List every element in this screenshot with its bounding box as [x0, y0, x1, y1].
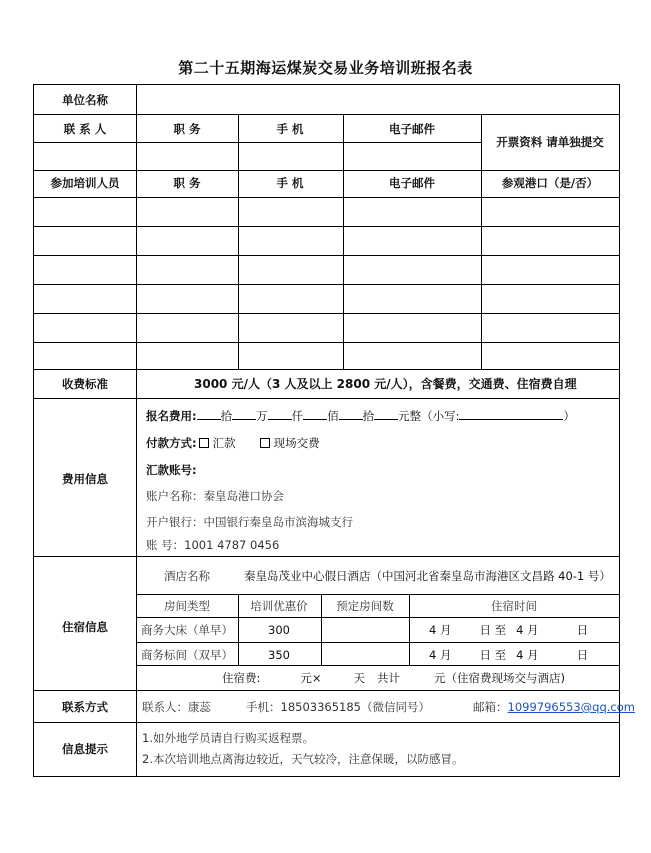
- page-title: 第二十五期海运煤炭交易业务培训班报名表: [178, 59, 473, 77]
- port-visit-header: 参观港口（是/否）: [501, 176, 599, 190]
- unit-text: 万: [256, 409, 268, 423]
- row-divider: [33, 226, 620, 227]
- col-divider: [238, 594, 239, 665]
- row-divider: [33, 197, 620, 198]
- date-part: 4 月: [429, 648, 452, 662]
- email-label: 邮箱：: [473, 700, 508, 714]
- date-part: 日: [576, 623, 589, 637]
- row-divider: [33, 114, 620, 115]
- participant-email-header: 电子邮件: [389, 176, 435, 190]
- remittance-account-title: 汇款账号:: [146, 463, 197, 477]
- row-divider: [33, 556, 620, 557]
- date-part: 日: [576, 648, 589, 662]
- date-part: 4 月: [516, 623, 539, 637]
- participant-phone-header: 手 机: [276, 176, 304, 190]
- unit-text: ）: [563, 409, 575, 423]
- notice-label: 信息提示: [62, 742, 108, 756]
- row-divider: [136, 594, 620, 595]
- blank-field[interactable]: [232, 408, 256, 420]
- row-divider: [33, 369, 620, 370]
- hotel-name-label: 酒店名称: [164, 569, 210, 583]
- contact-phone-header: 手 机: [276, 122, 304, 136]
- total-part: 元×: [300, 671, 322, 685]
- col-divider: [409, 594, 410, 665]
- contact-email-header: 电子邮件: [389, 122, 435, 136]
- room-type-twin: 商务标间（双早）: [141, 648, 233, 662]
- payment-option-remittance: 汇款: [212, 436, 236, 450]
- unit-text: 拾: [220, 409, 233, 423]
- contact-person-header: 联 系 人: [63, 122, 107, 136]
- date-part: 4 月: [516, 648, 539, 662]
- fee-amount: 3000 元/人: [194, 377, 260, 391]
- account-number-label: 账 号：: [146, 538, 185, 552]
- payment-option-onsite: 现场交费: [273, 436, 320, 450]
- payment-method-line: [146, 436, 320, 450]
- unit-text: 仟: [291, 409, 304, 423]
- contact-email-line: [473, 700, 635, 714]
- unit-text: 佰: [327, 409, 339, 423]
- row-divider: [33, 170, 620, 171]
- col-divider: [481, 114, 482, 369]
- fee-detail: （3 人及以上 2800 元/人），含餐费，交通费、住宿费自理: [259, 377, 577, 391]
- blank-field[interactable]: [268, 408, 292, 420]
- notice-line: 1.如外地学员请自行购买返程票。: [142, 731, 314, 745]
- registration-fee-label: 报名费用:: [146, 409, 197, 423]
- stay-dates-header: 住宿时间: [491, 599, 537, 613]
- unit-text: 元整（小写:: [398, 409, 460, 423]
- contact-person: 联系人：康蕊: [142, 700, 211, 714]
- col-divider: [321, 594, 322, 665]
- participant-position-header: 职 务: [173, 176, 201, 190]
- fee-info-label: 费用信息: [62, 472, 108, 486]
- stay-dates-twin: [429, 648, 588, 662]
- row-divider: [136, 617, 620, 618]
- row-divider: [33, 313, 620, 314]
- row-divider: [136, 642, 620, 643]
- notice-line: 2.本次培训地点离海边较近，天气较冷，注意保暖，以防感冒。: [142, 752, 464, 766]
- payment-method-label: 付款方式:: [146, 436, 197, 450]
- account-number-line: [146, 538, 279, 552]
- lodging-total-line: [222, 671, 565, 685]
- blank-field[interactable]: [339, 408, 363, 420]
- row-divider: [33, 284, 620, 285]
- col-divider: [238, 114, 239, 369]
- row-divider: [33, 690, 620, 691]
- unit-name-label: 单位名称: [62, 93, 108, 107]
- total-part: 共计: [377, 671, 401, 685]
- room-price-single: 300: [268, 623, 290, 637]
- participant-header: 参加培训人员: [50, 176, 120, 190]
- blank-field[interactable]: [303, 408, 327, 420]
- contact-method-label: 联系方式: [62, 700, 108, 714]
- room-price-header: 培训优惠价: [250, 599, 308, 613]
- account-name: 账户名称：秦皇岛港口协会: [146, 489, 284, 503]
- fee-standard-label: 收费标准: [62, 377, 108, 391]
- room-type-single: 商务大床（单早）: [141, 623, 233, 637]
- stay-dates-single: [429, 623, 588, 637]
- checkbox-remittance[interactable]: [199, 438, 209, 448]
- room-type-header: 房间类型: [164, 599, 210, 613]
- invoice-note: 开票资料 请单独提交: [496, 135, 604, 149]
- lodging-label: 住宿信息: [62, 620, 108, 634]
- fee-standard-text: [194, 377, 577, 391]
- date-part: 日 至: [479, 623, 507, 637]
- room-count-header: 预定房间数: [336, 599, 394, 613]
- blank-field[interactable]: [374, 408, 398, 420]
- row-divider: [33, 398, 620, 399]
- col-divider: [136, 84, 137, 777]
- total-part: 住宿费:: [222, 671, 261, 685]
- date-part: 4 月: [429, 623, 452, 637]
- checkbox-onsite-payment[interactable]: [260, 438, 270, 448]
- row-divider: [136, 665, 620, 666]
- row-divider: [33, 142, 481, 143]
- col-divider: [343, 114, 344, 369]
- amount-lowercase-field[interactable]: [459, 408, 563, 420]
- contact-phone: 手机：18503365185（微信同号）: [246, 700, 430, 714]
- bank-name: 开户银行：中国银行秦皇岛市滨海城支行: [146, 515, 353, 529]
- hotel-name: 秦皇岛茂业中心假日酒店（中国河北省秦皇岛市海港区文昌路 40-1 号）: [244, 569, 611, 583]
- registration-fee-line: [146, 408, 575, 423]
- account-number: 1001 4787 0456: [184, 538, 280, 552]
- blank-field[interactable]: [197, 408, 221, 420]
- row-divider: [33, 342, 620, 343]
- row-divider: [33, 722, 620, 723]
- unit-text: 拾: [362, 409, 375, 423]
- row-divider: [33, 255, 620, 256]
- contact-position-header: 职 务: [173, 122, 201, 136]
- room-price-twin: 350: [268, 648, 290, 662]
- total-part: 天: [353, 671, 366, 685]
- total-part: 元（住宿费现场交与酒店): [434, 671, 566, 685]
- email-link[interactable]: 1099796553@qq.com: [507, 700, 635, 714]
- date-part: 日 至: [479, 648, 507, 662]
